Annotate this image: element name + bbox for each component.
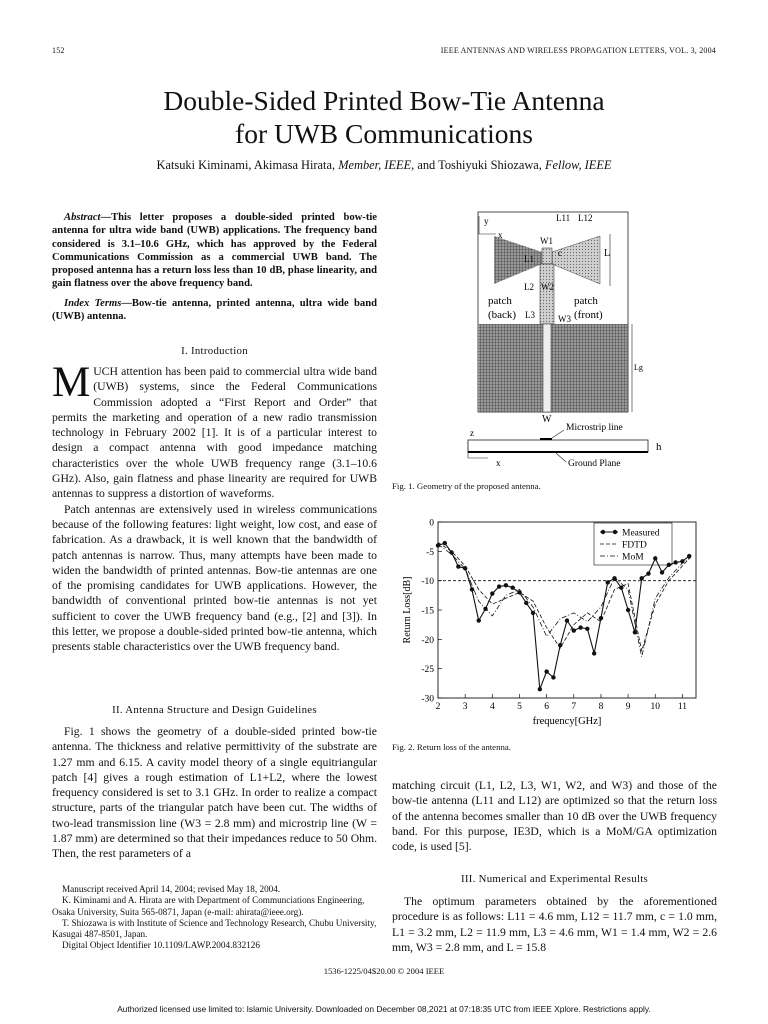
footnote-affiliation-1: K. Kiminami and A. Hirata are with Department of Communciations Engineering, Osaka University, Suita 565-0871, Japan (e-mail: ahirata@ieee.org).	[52, 895, 365, 917]
chart-data-point	[639, 576, 643, 580]
fig1-label-l12: L12	[578, 213, 593, 223]
chart-data-point	[443, 541, 447, 545]
author-list	[0, 158, 768, 173]
fig1-label-w3: W3	[558, 314, 571, 324]
chart-data-point	[544, 669, 548, 673]
chart-series-line-fdtd	[438, 540, 691, 652]
chart-x-tick-label: 8	[598, 702, 604, 712]
chart-y-tick-label: -5	[426, 547, 434, 558]
chart-x-tick-label: 10	[650, 702, 661, 712]
author-2: , and Toshiyuki Shiozawa,	[411, 158, 545, 172]
fig1-label-w2: W2	[541, 282, 554, 292]
chart-y-tick-label: -20	[421, 635, 434, 646]
introduction-body	[52, 359, 377, 655]
fig1-label-c: c	[558, 248, 562, 258]
chart-data-point	[572, 628, 576, 632]
figure-2-return-loss-chart	[392, 510, 722, 732]
chart-x-tick-label: 11	[677, 702, 687, 712]
chart-legend-label: MoM	[622, 552, 644, 563]
chart-data-point	[538, 687, 542, 691]
copyright-line: 1536-1225/04$20.00 © 2004 IEEE	[323, 966, 445, 976]
chart-data-point	[490, 591, 494, 595]
chart-legend	[594, 523, 672, 565]
abstract-label: Abstract	[64, 212, 101, 223]
abstract-text: —This letter proposes a double-sided printed bow-tie antenna for ultra wide band (UWB) applications. The frequency band considered is 3.1–10.6 GHz, which has approved by the Federal Communications Commission as a commercial UWB band. The proposed antenna has a return loss less than 10 dB, phase linearity, and gain flatness over the above frequency band.	[52, 212, 377, 290]
page-number: 152	[52, 46, 65, 55]
chart-data-point	[578, 625, 582, 629]
chart-data-point	[524, 601, 528, 605]
section-2-body	[52, 724, 377, 862]
fig1-label-y: y	[484, 216, 489, 226]
section-2-paragraph: Fig. 1 shows the geometry of a double-sided printed bow-tie antenna. The thickness and relative permittivity of the substrate are 1.27 mm and 6.15. A cavity model theory of a single equitriangular patch [4] gives a rough estimation of L1+L2, where the lowest frequency considered is set to 3.1 GHz. In order to realize a compact structure, parts of the triangular patch have been cut. The widths of two-lead transmission line (W3 = 2.8 mm) and microstrip line (W = 1.87 mm) are determined so that their impedances reduce to 50 Ohm. Then, the rest parameters of a	[52, 725, 377, 861]
chart-x-axis-label: frequency[GHz]	[532, 716, 602, 727]
chart-x-tick-label: 3	[462, 702, 468, 712]
author-1: Katsuki Kiminami, Akimasa Hirata,	[156, 158, 339, 172]
chart-data-point	[551, 675, 555, 679]
chart-y-axis-label: Return Loss[dB]	[402, 576, 413, 644]
chart-data-point	[531, 611, 535, 615]
fig1-label-ground: Ground Plane	[568, 459, 621, 469]
chart-y-tick-label: -30	[421, 694, 434, 705]
chart-data-point	[646, 571, 650, 575]
author-2-title: Fellow, IEEE	[544, 158, 612, 172]
ground-plane-area	[478, 324, 628, 412]
intro-paragraph-2: Patch antennas are extensively used in wireless communications because of the following features: light weight, low cost, and ease of fabrication. As a drawback, it is well known that the bandwidth of patch antennas is narrow. Thus, many attempts have been made to widen the bandwidth of printed antennas. Bow-tie antennas are one of the promising candidates for UWB applications. However, the bandwidth of conventional printed bow-tie antennas is not yet sufficient to cover the UWB frequency band (e.g., [2] and [3]). In this letter, we propose a double-sided printed bow-tie antenna, which presents stable characteristics over the UWB frequency band.	[52, 502, 377, 654]
author-1-title: Member, IEEE	[338, 158, 412, 172]
chart-legend-marker	[601, 530, 605, 534]
chart-data-point	[585, 627, 589, 631]
running-header: IEEE ANTENNAS AND WIRELESS PROPAGATION LETTERS, VOL. 3, 2004	[440, 46, 716, 55]
chart-data-point	[504, 583, 508, 587]
fig1-label-lg: Lg	[634, 363, 643, 372]
fig1-label-l3: L3	[525, 310, 535, 320]
section-2-continued	[392, 778, 717, 854]
intro-paragraph-1: UCH attention has been paid to commercial ultra wide band (UWB) systems, since the Federal Communications Commission adopted a “First Report and Order” that permits the marketing and operation of a new radio transmission technology in February 2002 [1]. It is of a particular interest to design a compact antenna with good impedance matching characteristics over the whole UWB frequency range (3.1–10.6 GHz). Also, gain flatness and phase linearity are required for UWB antennas to suppress a distortion of waveforms.	[52, 365, 377, 501]
chart-series-line-mom	[438, 544, 691, 657]
chart-data-point	[653, 556, 657, 560]
license-notice: Authorized licensed use limited to: Islamic University. Downloaded on December 08,2021 at 07:18:35 UTC from IEEE Xplore. Restrictions apply.	[117, 1004, 651, 1014]
right-paragraph-1: matching circuit (L1, L2, L3, W1, W2, and W3) and those of the bow-tie antenna (L11 and L12) are optimized so that the return loss of the antenna becomes smaller than 10 dB over the UWB frequency band. For this purpose, IE3D, which is a MoM/GA optimization code, is used [5].	[392, 779, 717, 854]
chart-data-point	[456, 564, 460, 568]
paper-title-line2: for UWB Communications	[235, 118, 533, 149]
chart-x-tick-label: 4	[489, 702, 495, 712]
drop-cap: M	[52, 359, 91, 406]
chart-data-point	[606, 580, 610, 584]
chart-data-point	[510, 586, 514, 590]
chart-y-tick-label: 0	[429, 518, 434, 529]
chart-y-tick-label: -25	[421, 665, 434, 676]
chart-x-tick-label: 7	[571, 702, 577, 712]
fig1-label-l11: L11	[556, 213, 571, 223]
figure-1-caption: Fig. 1. Geometry of the proposed antenna.	[392, 481, 541, 491]
index-terms-text: —Bow-tie antenna, printed antenna, ultra wide band (UWB) antenna.	[52, 297, 377, 323]
footnote-doi: Digital Object Identifier 10.1109/LAWP.2004.832126	[62, 940, 260, 951]
abstract-block	[52, 211, 377, 323]
fig1-label-l2: L2	[524, 282, 534, 292]
section-heading-introduction: I. Introduction	[181, 345, 248, 357]
section-heading-structure: II. Antenna Structure and Design Guidelines	[112, 704, 317, 716]
fig1-label-h: h	[656, 441, 662, 453]
chart-data-point	[477, 618, 481, 622]
fig1-label-w: W	[542, 414, 552, 425]
chart-data-point	[673, 560, 677, 564]
fig1-label-l1: L1	[524, 254, 534, 264]
chart-x-tick-label: 5	[517, 702, 522, 712]
footnotes	[52, 884, 377, 952]
fig1-label-z: z	[470, 428, 474, 438]
fig1-label-patch-back: patch	[488, 295, 512, 307]
fig1-label-microstrip: Microstrip line	[566, 423, 623, 433]
chart-legend-label: Measured	[622, 528, 660, 539]
chart-y-tick-label: -15	[421, 606, 434, 617]
fig1-label-w1: W1	[540, 236, 553, 246]
section-3-body	[392, 894, 717, 955]
paper-title	[0, 84, 768, 150]
figure-2-caption: Fig. 2. Return loss of the antenna.	[392, 742, 511, 752]
fig1-label-l: L	[604, 248, 611, 259]
section-3-paragraph: The optimum parameters obtained by the aforementioned procedure is as follows: L11 = 4.6 mm, L12 = 11.7 mm, c = 1.0 mm, L1 = 3.2 mm, L2 = 11.9 mm, L3 = 4.6 mm, W1 = 1.4 mm, W2 = 2.6 mm, W3 = 2.8 mm, and L = 15.8	[392, 895, 717, 954]
chart-data-point	[592, 651, 596, 655]
figure-1-antenna-geometry	[452, 206, 672, 474]
chart-x-tick-label: 6	[544, 702, 550, 712]
chart-legend-marker	[613, 530, 617, 534]
paper-title-line1: Double-Sided Printed Bow-Tie Antenna	[163, 85, 605, 116]
fig1-label-x2: x	[496, 458, 501, 468]
index-terms-label: Index Terms	[64, 297, 122, 309]
fig1-label-x: x	[498, 230, 503, 240]
section-heading-results: III. Numerical and Experimental Results	[460, 873, 649, 885]
fig1-label-patch-front: patch	[574, 295, 598, 307]
chart-x-tick-label: 9	[625, 702, 631, 712]
chart-y-tick-label: -10	[421, 577, 434, 588]
chart-legend-label: FDTD	[622, 540, 647, 551]
chart-x-tick-label: 2	[435, 702, 441, 712]
footnote-affiliation-2: T. Shiozawa is with Institute of Science and Technology Research, Chubu University, Kasugai 487-8501, Japan.	[52, 917, 377, 940]
chart-data-point	[565, 618, 569, 622]
fig1-label-back: (back)	[488, 309, 517, 321]
fig1-label-front: (front)	[574, 309, 603, 321]
chart-data-point	[497, 584, 501, 588]
footnote-received: Manuscript received April 14, 2004; revised May 18, 2004.	[62, 884, 281, 894]
chart-data-point	[660, 570, 664, 574]
chart-data-point	[626, 608, 630, 612]
